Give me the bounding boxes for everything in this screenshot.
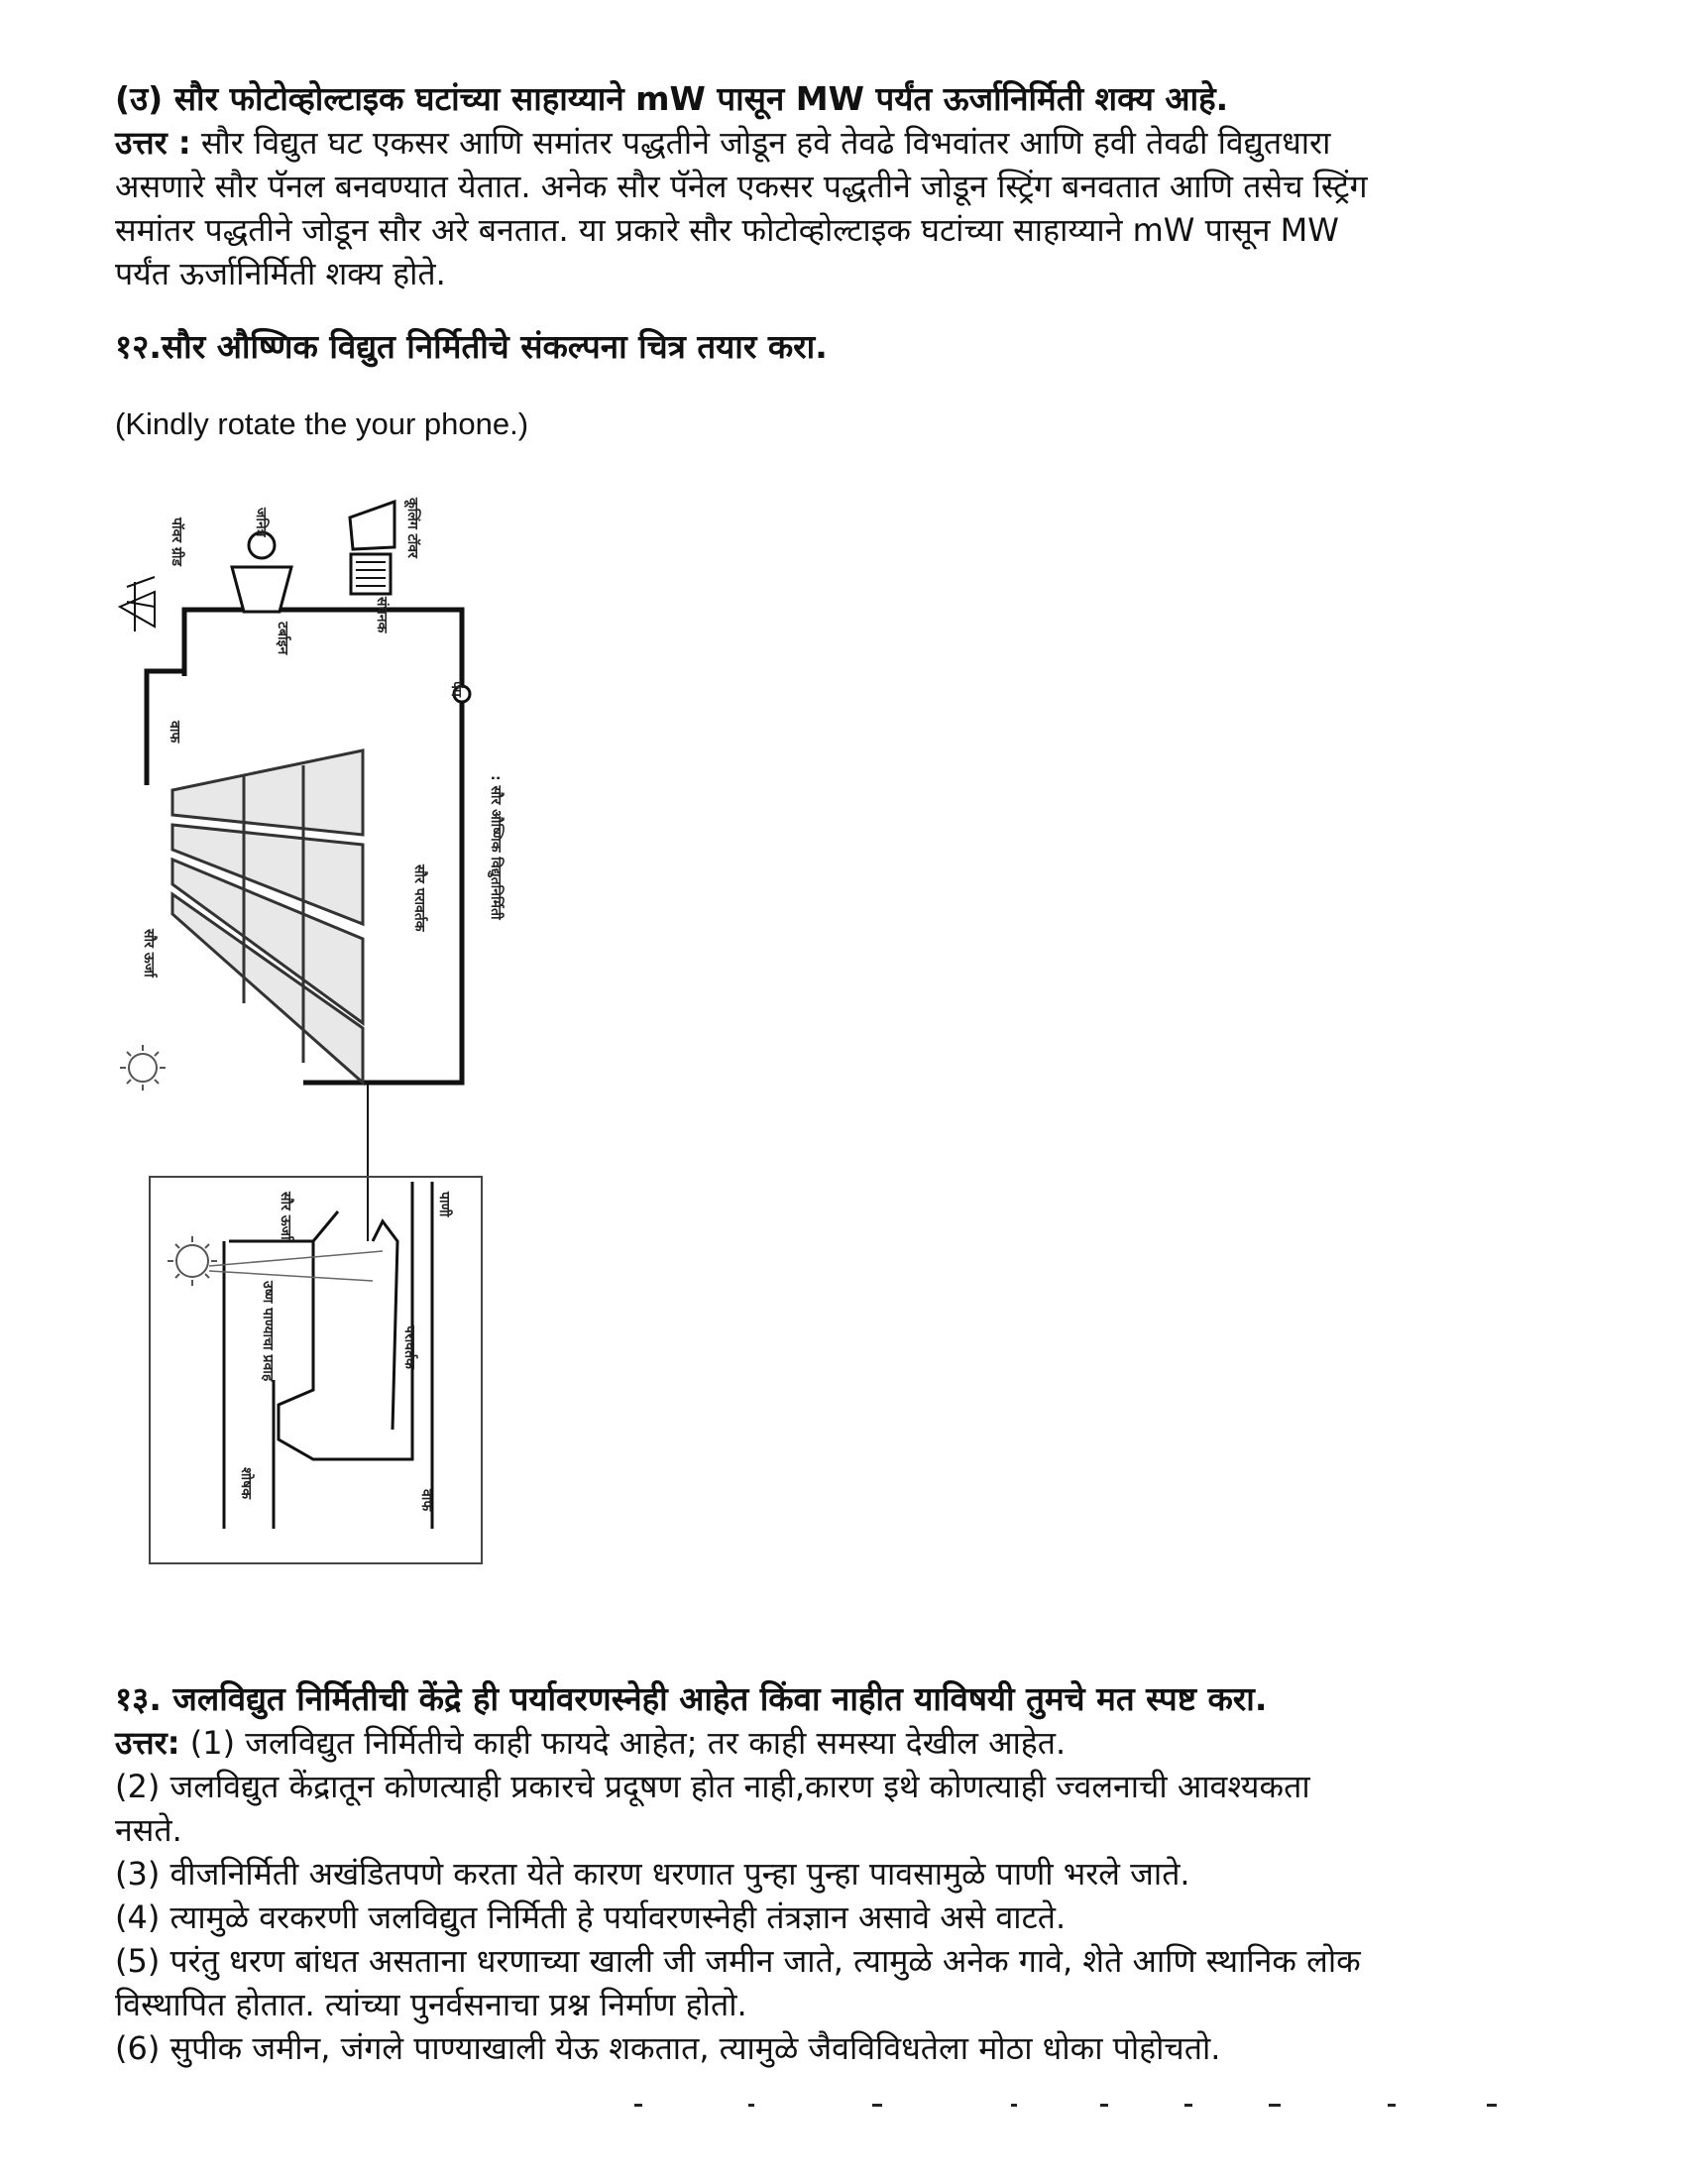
q12-heading: १२.सौर औष्णिक विद्युत निर्मितीचे संकल्पना चित्र तयार करा. (115, 327, 828, 366)
q13-line-2: (2) जलविद्युत केंद्रातून कोणत्याही प्रकारचे प्रदूषण होत नाही,कारण इथे कोणत्याही ज्वलनाची आवश्यकता (115, 1768, 1310, 1805)
q13-heading: १३. जलविद्युत निर्मितीची केंद्रे ही पर्यावरणस्नेही आहेत किंवा नाहीत याविषयी तुमचे मत स्पष्ट करा. (115, 1679, 1268, 1718)
document-page (115, 77, 1592, 442)
q13-line-3: नसते. (115, 1811, 182, 1849)
condenser-icon (351, 554, 391, 594)
label-solar-reflector: सौर परावर्तक (411, 864, 427, 932)
label-water: पाणी (436, 1192, 452, 1217)
q13-line-1: उत्तर: (1) जलविद्युत निर्मितीचे काही फायदे आहेत; तर काही समस्या देखील आहेत. (115, 1724, 1067, 1762)
label-steam: वाफ (167, 721, 182, 744)
q11-answer-line-1: उत्तर : सौर विद्युत घट एकसर आणि समांतर पद्धतीने जोडून हवे तेवढे विभवांतर आणि हवी तेवढी विद्युतधारा (115, 124, 1331, 162)
cooling-tower-icon (350, 502, 394, 549)
label-generator: जनित्र (253, 508, 269, 537)
label-absorber: शोषक (238, 1467, 254, 1499)
label-condenser: संघनक (374, 597, 390, 633)
q13-section (115, 1677, 1592, 2070)
solar-reflector-array (172, 750, 363, 1083)
answer-label: उत्तर: (115, 1724, 180, 1762)
q13-line-6: (5) परंतु धरण बांधत असताना धरणाच्या खाली जी जमीन जाते, त्यामुळे अनेक गावे, शेते आणि स्थानिक लोक (115, 1942, 1361, 1980)
label-steam-2: वाफ (418, 1489, 434, 1512)
label-pump: पंप (448, 681, 464, 697)
label-power-grid: पॉवर ग्रीड (169, 517, 184, 566)
q13-line-4: (3) वीजनिर्मिती अखंडितपणे करता येते कारण धरणात पुन्हा पुन्हा पावसामुळे पाणी भरले जाते. (115, 1855, 1190, 1893)
q13-line-5: (4) त्यामुळे वरकरणी जलविद्युत निर्मिती हे पर्यावरणस्नेही तंत्रज्ञान असावे असे वाटते. (115, 1898, 1067, 1936)
label-cooling-tower: कूलिंग टॉवर (404, 498, 420, 558)
q13-line-8: (6) सुपीक जमीन, जंगले पाण्याखाली येऊ शकतात, त्यामुळे जैवविविधतेला मोठा धोका पोहोचतो. (115, 2029, 1221, 2067)
turbine-icon (232, 567, 291, 612)
q11-answer-line-4: पर्यंत ऊर्जानिर्मिती शक्य होते. (115, 255, 446, 292)
rotate-note: (Kindly rotate the your phone.) (115, 406, 529, 441)
label-solar-energy-2: सौर ऊर्जा (278, 1192, 293, 1240)
q13-line-7: विस्थापित होतात. त्यांच्या पुनर्वसनाचा प्रश्न निर्माण होतो. (115, 1986, 747, 2023)
label-hot-water-flow: उष्ण पाण्याचा प्रवाह (260, 1281, 276, 1382)
power-grid-tower-icon (120, 577, 155, 632)
q11-answer-line-3: समांतर पद्धतीने जोडून सौर अरे बनतात. या प्रकारे सौर फोटोव्होल्टाइक घटांच्या साहाय्याने mW पासून MW (115, 211, 1339, 249)
figure-caption: : सौर औष्णिक विद्युतनिर्मिती (488, 775, 504, 920)
q11-heading: (उ) सौर फोटोव्होल्टाइक घटांच्या साहाय्याने mW पासून MW पर्यंत ऊर्जानिर्मिती शक्य आहे. (115, 79, 1229, 118)
cut-off-text-line (634, 2102, 1507, 2108)
label-turbine: टर्बाइन (275, 622, 290, 655)
label-solar-energy: सौर ऊर्जा (141, 929, 157, 977)
label-reflector: परावर्तक (401, 1325, 417, 1369)
sun-icon (168, 1236, 217, 1286)
solar-thermal-diagram (115, 488, 541, 1580)
sun-icon (120, 1045, 166, 1091)
answer-label: उत्तर : (115, 124, 191, 162)
q11-answer-line-2: असणारे सौर पॅनल बनवण्यात येतात. अनेक सौर पॅनेल एकसर पद्धतीने जोडून स्ट्रिंग बनवतात आणि तसेच स्ट्रिंग (115, 168, 1368, 205)
